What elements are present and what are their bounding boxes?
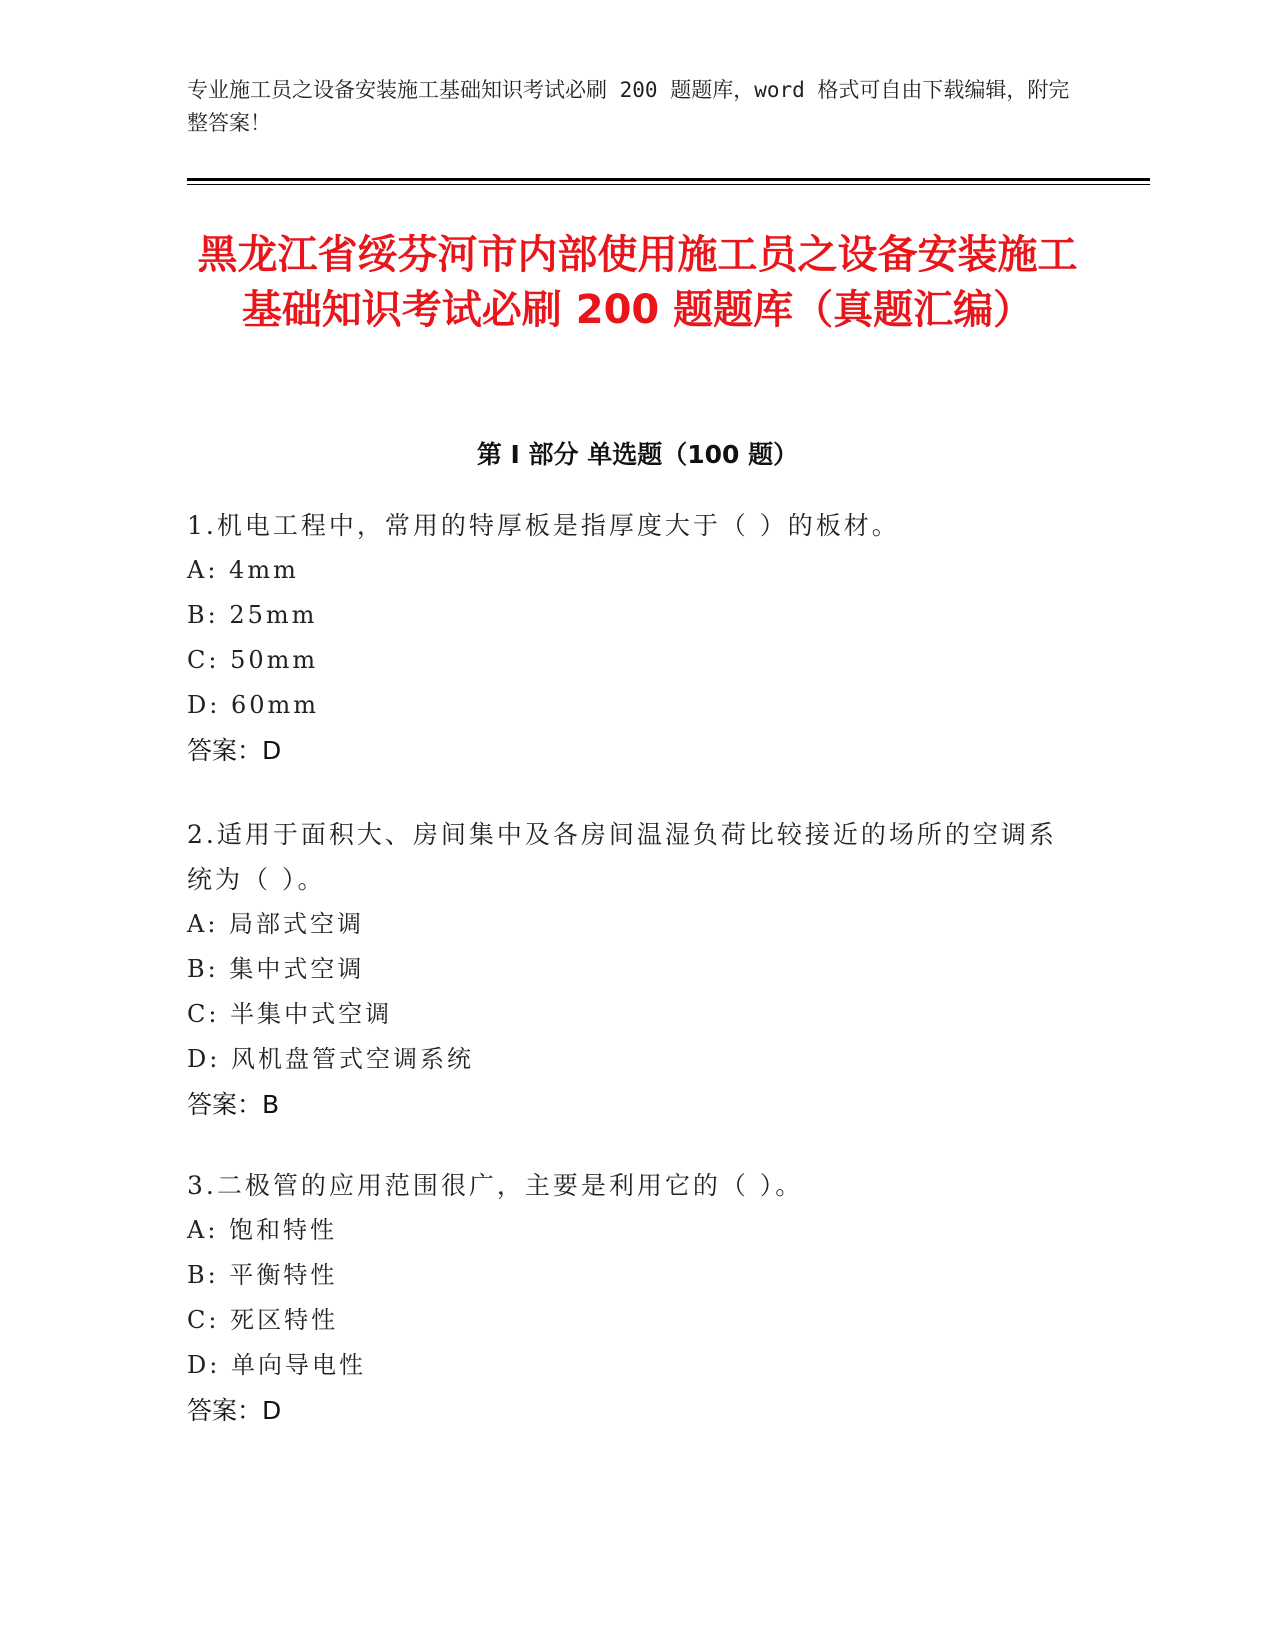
header-divider-thin	[187, 184, 1150, 185]
question-3	[187, 1163, 1077, 1433]
answer: 答案：D	[187, 736, 282, 765]
option-d: D: 60mm	[187, 691, 320, 719]
document-title: 黑龙江省绥芬河市内部使用施工员之设备安装施工基础知识考试必刷 200 题题库（真题汇编）	[197, 232, 1078, 333]
section-heading: 第 I 部分 单选题（100 题）	[476, 440, 799, 469]
answer: 答案：D	[187, 1396, 282, 1425]
question-2	[187, 812, 1077, 1127]
option-a: A: 局部式空调	[187, 910, 365, 938]
option-c: C: 死区特性	[187, 1306, 339, 1334]
option-b: B: 集中式空调	[187, 955, 365, 983]
header-note: 专业施工员之设备安装施工基础知识考试必刷 200 题题库，word 格式可自由下载编辑，附完整答案！	[187, 78, 1070, 135]
question-1	[187, 503, 1077, 773]
question-stem: 1.机电工程中，常用的特厚板是指厚度大于（ ）的板材。	[187, 511, 900, 540]
question-stem: 2.适用于面积大、房间集中及各房间温湿负荷比较接近的场所的空调系统为（ ）。	[187, 820, 1057, 894]
question-stem: 3.二极管的应用范围很广，主要是利用它的（ ）。	[187, 1171, 804, 1200]
answer: 答案：B	[187, 1090, 280, 1119]
header-divider-thick	[187, 178, 1150, 181]
option-d: D: 风机盘管式空调系统	[187, 1045, 474, 1073]
option-b: B: 平衡特性	[187, 1261, 338, 1289]
option-a: A: 4mm	[187, 556, 299, 584]
option-c: C: 50mm	[187, 646, 319, 674]
option-c: C: 半集中式空调	[187, 1000, 393, 1028]
option-a: A: 饱和特性	[187, 1216, 338, 1244]
option-b: B: 25mm	[187, 601, 318, 629]
option-d: D: 单向导电性	[187, 1351, 366, 1379]
